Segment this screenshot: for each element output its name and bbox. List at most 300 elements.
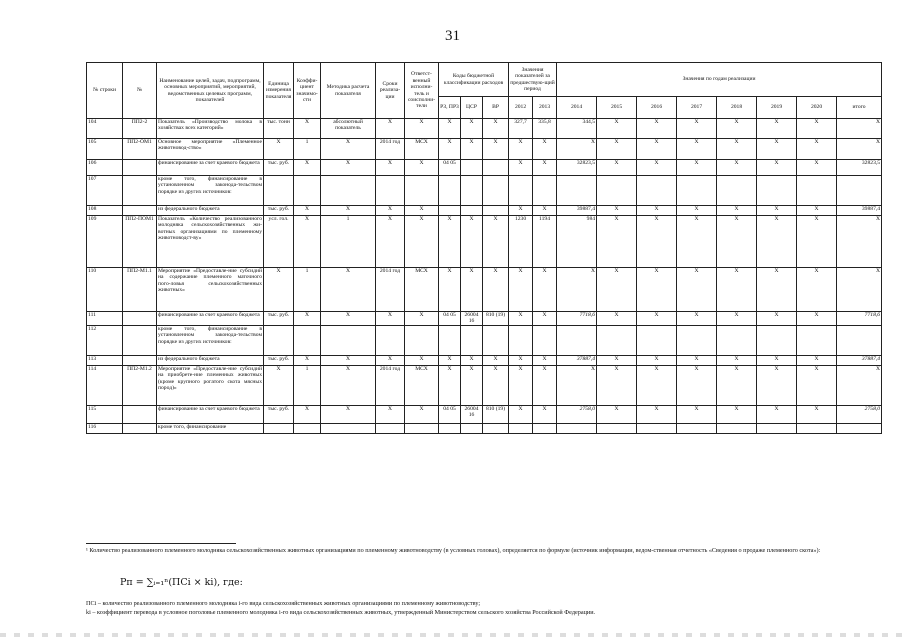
- table-row: [87, 119, 882, 139]
- row-method: X: [321, 139, 376, 160]
- header-method: Методика расчета показателя: [321, 63, 376, 119]
- row-unit: X: [264, 268, 294, 312]
- row-year-value: [597, 326, 637, 356]
- row-code: ПП2-М1.2: [123, 366, 157, 406]
- row-vr: [483, 176, 509, 206]
- row-coef: X: [294, 312, 321, 326]
- row-unit: [264, 424, 294, 434]
- row-year-value: [837, 424, 882, 434]
- row-method: X: [321, 406, 376, 424]
- row-csr: X: [461, 366, 483, 406]
- row-csr: X: [461, 139, 483, 160]
- row-year-value: X: [557, 268, 597, 312]
- row-coef: X: [294, 216, 321, 268]
- row-terms: 2014 год: [376, 139, 405, 160]
- row-2012: X: [509, 312, 533, 326]
- row-year-value: [597, 176, 637, 206]
- row-year-value: X: [797, 206, 837, 216]
- row-year-value: X: [597, 268, 637, 312]
- row-year-value: X: [757, 366, 797, 406]
- row-csr: [461, 424, 483, 434]
- header-subcol: 2019: [757, 97, 797, 119]
- row-year-value: X: [637, 139, 677, 160]
- row-vr: X: [483, 139, 509, 160]
- row-rz: X: [439, 139, 461, 160]
- row-vr: X: [483, 356, 509, 366]
- row-2013: X: [533, 406, 557, 424]
- row-2013: 1194: [533, 216, 557, 268]
- page-number: 31: [445, 28, 460, 44]
- row-year-value: X: [757, 216, 797, 268]
- row-year-value: X: [797, 216, 837, 268]
- row-number: 114: [87, 366, 123, 406]
- row-executor: X: [405, 406, 439, 424]
- footnote: ¹ Количество реализованного племенного молодняка сельскохозяйственных животных организациями по племенному животноводству (в условных головах), определяется по формуле (источник информации, ведом-ственная отчетность «Сведения о продаже племенного скота»):: [86, 547, 821, 554]
- row-executor: [405, 326, 439, 356]
- row-year-value: X: [757, 312, 797, 326]
- row-2012: 1230: [509, 216, 533, 268]
- table-row: [87, 176, 882, 206]
- header-subcol: 2013: [533, 97, 557, 119]
- row-terms: X: [376, 356, 405, 366]
- row-executor: МСХ: [405, 139, 439, 160]
- row-year-value: X: [677, 312, 717, 326]
- row-rz: X: [439, 356, 461, 366]
- row-name: кроме того, финансирование в установленном законода-тельством порядке из других источников:: [157, 326, 264, 356]
- row-code: [123, 326, 157, 356]
- row-year-value: 32823,5: [837, 160, 882, 176]
- row-vr: X: [483, 216, 509, 268]
- row-csr: [461, 160, 483, 176]
- row-code: [123, 356, 157, 366]
- row-code: [123, 406, 157, 424]
- row-method: X: [321, 160, 376, 176]
- row-year-value: X: [757, 119, 797, 139]
- row-vr: [483, 424, 509, 434]
- row-2013: X: [533, 366, 557, 406]
- row-year-value: [637, 326, 677, 356]
- row-year-value: 2758,0: [837, 406, 882, 424]
- row-csr: 26004 16: [461, 406, 483, 424]
- row-coef: [294, 176, 321, 206]
- row-year-value: X: [717, 216, 757, 268]
- row-year-value: X: [757, 139, 797, 160]
- row-unit: тыс. тонн: [264, 119, 294, 139]
- header-subcol: 2017: [677, 97, 717, 119]
- header-terms: Сроки реализа-ции: [376, 63, 405, 119]
- row-2013: X: [533, 356, 557, 366]
- row-method: X: [321, 268, 376, 312]
- row-name: Мероприятие «Предоставле-ние субсидий на приобрете-ние племенных животных (кроме крупного рогатого скота мясных пород)»: [157, 366, 264, 406]
- header-no: №: [123, 63, 157, 119]
- row-name: Показатель «Количество реализованного молодняка сельскохозяйственных жи-вотных организациями по племенному животноводст-ву»: [157, 216, 264, 268]
- scan-edge: [0, 633, 905, 637]
- row-year-value: 2758,0: [557, 406, 597, 424]
- row-year-value: X: [717, 312, 757, 326]
- table-row: [87, 406, 882, 424]
- row-2012: X: [509, 356, 533, 366]
- row-rz: X: [439, 216, 461, 268]
- row-year-value: 7718,6: [837, 312, 882, 326]
- row-executor: X: [405, 160, 439, 176]
- row-year-value: X: [797, 268, 837, 312]
- header-subcol: 2015: [597, 97, 637, 119]
- row-year-value: X: [677, 206, 717, 216]
- row-unit: усл. гол.: [264, 216, 294, 268]
- row-executor: МСХ: [405, 268, 439, 312]
- row-method: абсолютный показатель: [321, 119, 376, 139]
- row-year-value: X: [597, 206, 637, 216]
- header-subcol: итого: [837, 97, 882, 119]
- table-row: [87, 216, 882, 268]
- row-year-value: 32823,5: [557, 160, 597, 176]
- row-number: 113: [87, 356, 123, 366]
- row-csr: X: [461, 216, 483, 268]
- row-year-value: X: [637, 216, 677, 268]
- row-vr: [483, 206, 509, 216]
- row-number: 107: [87, 176, 123, 206]
- row-name: Основное мероприятие «Племенное животновод-ство»: [157, 139, 264, 160]
- row-name: из федерального бюджета: [157, 206, 264, 216]
- table-row: [87, 326, 882, 356]
- row-year-value: X: [797, 406, 837, 424]
- table-row: [87, 268, 882, 312]
- row-csr: [461, 326, 483, 356]
- row-year-value: 37887,4: [557, 356, 597, 366]
- row-year-value: X: [757, 356, 797, 366]
- row-number: 105: [87, 139, 123, 160]
- row-terms: [376, 326, 405, 356]
- row-number: 104: [87, 119, 123, 139]
- row-year-value: X: [717, 406, 757, 424]
- row-year-value: 39887,4: [837, 206, 882, 216]
- program-table: [86, 62, 882, 434]
- row-unit: X: [264, 139, 294, 160]
- row-number: 108: [87, 206, 123, 216]
- row-terms: X: [376, 160, 405, 176]
- row-year-value: X: [677, 366, 717, 406]
- row-year-value: 37887,4: [837, 356, 882, 366]
- row-rz: 04 05: [439, 312, 461, 326]
- row-rz: X: [439, 268, 461, 312]
- row-name: Мероприятие «Предоставле-ние субсидий на содержание племенного маточного пого-ловья сельскохозяйственных животных»: [157, 268, 264, 312]
- row-2013: X: [533, 160, 557, 176]
- row-coef: X: [294, 119, 321, 139]
- row-code: [123, 312, 157, 326]
- row-year-value: X: [757, 206, 797, 216]
- table-row: [87, 206, 882, 216]
- row-year-value: 7718,6: [557, 312, 597, 326]
- row-coef: 1: [294, 139, 321, 160]
- row-terms: [376, 424, 405, 434]
- row-year-value: X: [757, 268, 797, 312]
- row-year-value: 984: [557, 216, 597, 268]
- row-2012: [509, 424, 533, 434]
- row-method: X: [321, 206, 376, 216]
- row-method: X: [321, 366, 376, 406]
- row-year-value: X: [597, 312, 637, 326]
- row-2012: X: [509, 139, 533, 160]
- row-coef: X: [294, 356, 321, 366]
- row-number: 111: [87, 312, 123, 326]
- row-code: [123, 206, 157, 216]
- row-number: 116: [87, 424, 123, 434]
- row-name: из федерального бюджета: [157, 356, 264, 366]
- row-csr: X: [461, 268, 483, 312]
- row-year-value: X: [597, 216, 637, 268]
- row-year-value: X: [597, 406, 637, 424]
- row-vr: X: [483, 268, 509, 312]
- row-year-value: 344,5: [557, 119, 597, 139]
- header-subcol: РЗ, ПР3: [439, 97, 461, 119]
- row-vr: 810 (19): [483, 312, 509, 326]
- row-year-value: X: [637, 268, 677, 312]
- table-row: [87, 424, 882, 434]
- row-rz: [439, 206, 461, 216]
- row-unit: тыс. руб.: [264, 206, 294, 216]
- row-year-value: X: [717, 356, 757, 366]
- row-year-value: X: [717, 206, 757, 216]
- row-year-value: [757, 424, 797, 434]
- row-year-value: X: [797, 160, 837, 176]
- row-rz: [439, 176, 461, 206]
- header-subcol: ЦСР: [461, 97, 483, 119]
- row-2012: 327,7: [509, 119, 533, 139]
- row-year-value: [757, 326, 797, 356]
- row-csr: 26004 16: [461, 312, 483, 326]
- table-row: [87, 312, 882, 326]
- row-rz: X: [439, 119, 461, 139]
- row-year-value: X: [597, 119, 637, 139]
- row-year-value: [677, 326, 717, 356]
- row-year-value: X: [797, 312, 837, 326]
- row-year-value: X: [797, 139, 837, 160]
- row-year-value: X: [637, 406, 677, 424]
- header-subcol: 2020: [797, 97, 837, 119]
- row-unit: [264, 326, 294, 356]
- row-code: ПП2-ПОМ1: [123, 216, 157, 268]
- row-csr: X: [461, 356, 483, 366]
- row-terms: X: [376, 312, 405, 326]
- row-executor: X: [405, 356, 439, 366]
- row-method: X: [321, 312, 376, 326]
- row-executor: [405, 176, 439, 206]
- row-year-value: [797, 176, 837, 206]
- formula-legend: [86, 600, 881, 617]
- row-year-value: X: [677, 119, 717, 139]
- row-code: [123, 160, 157, 176]
- header-row-no: № строки: [87, 63, 123, 119]
- row-year-value: X: [677, 268, 717, 312]
- header-coef: Коэффи-циент значимо-сти: [294, 63, 321, 119]
- row-year-value: X: [637, 366, 677, 406]
- row-year-value: X: [837, 268, 882, 312]
- row-number: 115: [87, 406, 123, 424]
- row-name: кроме того, финансирование в установленном законода-тельством порядке из других источников:: [157, 176, 264, 206]
- row-executor: [405, 424, 439, 434]
- row-vr: [483, 160, 509, 176]
- row-terms: X: [376, 206, 405, 216]
- row-unit: [264, 176, 294, 206]
- row-year-value: [717, 424, 757, 434]
- row-2013: [533, 326, 557, 356]
- row-executor: X: [405, 216, 439, 268]
- formula: Pп = ∑ᵢ₌₁ⁿ(ПСi × ki), где:: [120, 577, 243, 588]
- row-year-value: X: [717, 160, 757, 176]
- row-name: финансирование за счет краевого бюджета: [157, 160, 264, 176]
- row-2012: X: [509, 268, 533, 312]
- row-year-value: X: [837, 119, 882, 139]
- footnote-rule: [86, 543, 236, 544]
- row-2012: X: [509, 366, 533, 406]
- row-name: Показатель «Производство молока в хозяйствах всех категорий»: [157, 119, 264, 139]
- table-row: [87, 160, 882, 176]
- row-terms: [376, 176, 405, 206]
- row-csr: [461, 176, 483, 206]
- row-code: ПП2-ОМ1: [123, 139, 157, 160]
- row-vr: X: [483, 119, 509, 139]
- row-number: 109: [87, 216, 123, 268]
- row-executor: X: [405, 312, 439, 326]
- row-code: ПП2-М1.1: [123, 268, 157, 312]
- row-2013: [533, 176, 557, 206]
- row-year-value: X: [597, 139, 637, 160]
- row-coef: [294, 326, 321, 356]
- row-year-value: X: [717, 139, 757, 160]
- row-year-value: X: [757, 406, 797, 424]
- row-coef: X: [294, 406, 321, 424]
- row-code: [123, 176, 157, 206]
- row-number: 112: [87, 326, 123, 356]
- row-year-value: X: [677, 216, 717, 268]
- row-year-value: [797, 326, 837, 356]
- row-2012: X: [509, 206, 533, 216]
- row-unit: тыс. руб.: [264, 406, 294, 424]
- row-year-value: X: [797, 119, 837, 139]
- legend-line: ПСi – количество реализованного племенного молодняка i-го вида сельскохозяйственных животных организациями по племенному животноводству;: [86, 600, 481, 607]
- row-coef: 1: [294, 366, 321, 406]
- row-executor: X: [405, 206, 439, 216]
- row-year-value: X: [717, 268, 757, 312]
- row-year-value: [597, 424, 637, 434]
- row-name: финансирование за счет краевого бюджета: [157, 312, 264, 326]
- header-subcol: 2014: [557, 97, 597, 119]
- legend-line: ki – коэффициент перевода в условное поголовье племенного молодняка i-го вида сельскохозяйственных животных, утвержденный Министерством сельского хозяйства Российской Федерации.: [86, 608, 596, 616]
- table-row: [87, 139, 882, 160]
- row-2012: [509, 326, 533, 356]
- row-year-value: X: [677, 406, 717, 424]
- row-year-value: X: [637, 312, 677, 326]
- row-method: [321, 176, 376, 206]
- row-year-value: X: [677, 139, 717, 160]
- row-year-value: [837, 326, 882, 356]
- row-year-value: X: [677, 356, 717, 366]
- row-year-value: X: [837, 366, 882, 406]
- row-terms: X: [376, 406, 405, 424]
- row-year-value: [837, 176, 882, 206]
- row-2013: X: [533, 312, 557, 326]
- row-year-value: X: [557, 366, 597, 406]
- row-name: финансирование за счет краевого бюджета: [157, 406, 264, 424]
- table-row: [87, 356, 882, 366]
- row-year-value: X: [597, 356, 637, 366]
- row-executor: X: [405, 119, 439, 139]
- row-year-value: X: [837, 216, 882, 268]
- row-year-value: X: [637, 206, 677, 216]
- row-coef: X: [294, 206, 321, 216]
- row-csr: X: [461, 119, 483, 139]
- row-2012: [509, 176, 533, 206]
- row-unit: тыс. руб.: [264, 160, 294, 176]
- row-2013: 335,8: [533, 119, 557, 139]
- row-year-value: [677, 424, 717, 434]
- row-year-value: [717, 176, 757, 206]
- row-year-value: X: [677, 160, 717, 176]
- row-year-value: X: [637, 160, 677, 176]
- row-year-value: [757, 176, 797, 206]
- header-executor: Ответст-венный исполни-тель и соисполни-тели: [405, 63, 439, 119]
- row-2012: X: [509, 406, 533, 424]
- row-terms: X: [376, 119, 405, 139]
- row-code: ПП2-2: [123, 119, 157, 139]
- row-year-value: [637, 424, 677, 434]
- row-number: 106: [87, 160, 123, 176]
- row-year-value: 39887,4: [557, 206, 597, 216]
- row-vr: [483, 326, 509, 356]
- row-2013: X: [533, 206, 557, 216]
- table-row: [87, 366, 882, 406]
- header-name: Наименование целей, задач, подпрограмм, основных мероприятий, мероприятий, ведомственных целевых программ, показателей: [157, 63, 264, 119]
- row-year-value: X: [637, 119, 677, 139]
- row-rz: 04 05: [439, 160, 461, 176]
- row-coef: 1: [294, 268, 321, 312]
- row-terms: 2014 год: [376, 366, 405, 406]
- header-unit: Единица измерения показателя: [264, 63, 294, 119]
- row-year-value: X: [797, 366, 837, 406]
- row-year-value: [637, 176, 677, 206]
- row-method: X: [321, 356, 376, 366]
- row-method: [321, 424, 376, 434]
- row-unit: тыс. руб.: [264, 312, 294, 326]
- row-year-value: X: [797, 356, 837, 366]
- row-unit: X: [264, 366, 294, 406]
- row-rz: [439, 424, 461, 434]
- row-year-value: [557, 424, 597, 434]
- row-name: кроме того, финансирование: [157, 424, 264, 434]
- row-vr: 810 (19): [483, 406, 509, 424]
- row-year-value: X: [557, 139, 597, 160]
- row-year-value: [557, 326, 597, 356]
- row-2012: X: [509, 160, 533, 176]
- header-budget-codes: Коды бюджетной классификации расходов: [439, 63, 509, 97]
- header-subcol: ВР: [483, 97, 509, 119]
- row-year-value: [677, 176, 717, 206]
- row-2013: [533, 424, 557, 434]
- header-year-values: Значения по годам реализации: [557, 63, 882, 97]
- row-year-value: [557, 176, 597, 206]
- row-2013: X: [533, 139, 557, 160]
- row-year-value: X: [597, 366, 637, 406]
- row-rz: [439, 326, 461, 356]
- header-subcol: 2018: [717, 97, 757, 119]
- row-csr: [461, 206, 483, 216]
- row-year-value: X: [717, 119, 757, 139]
- row-vr: X: [483, 366, 509, 406]
- row-year-value: X: [637, 356, 677, 366]
- row-year-value: [797, 424, 837, 434]
- row-year-value: X: [837, 139, 882, 160]
- row-year-value: X: [717, 366, 757, 406]
